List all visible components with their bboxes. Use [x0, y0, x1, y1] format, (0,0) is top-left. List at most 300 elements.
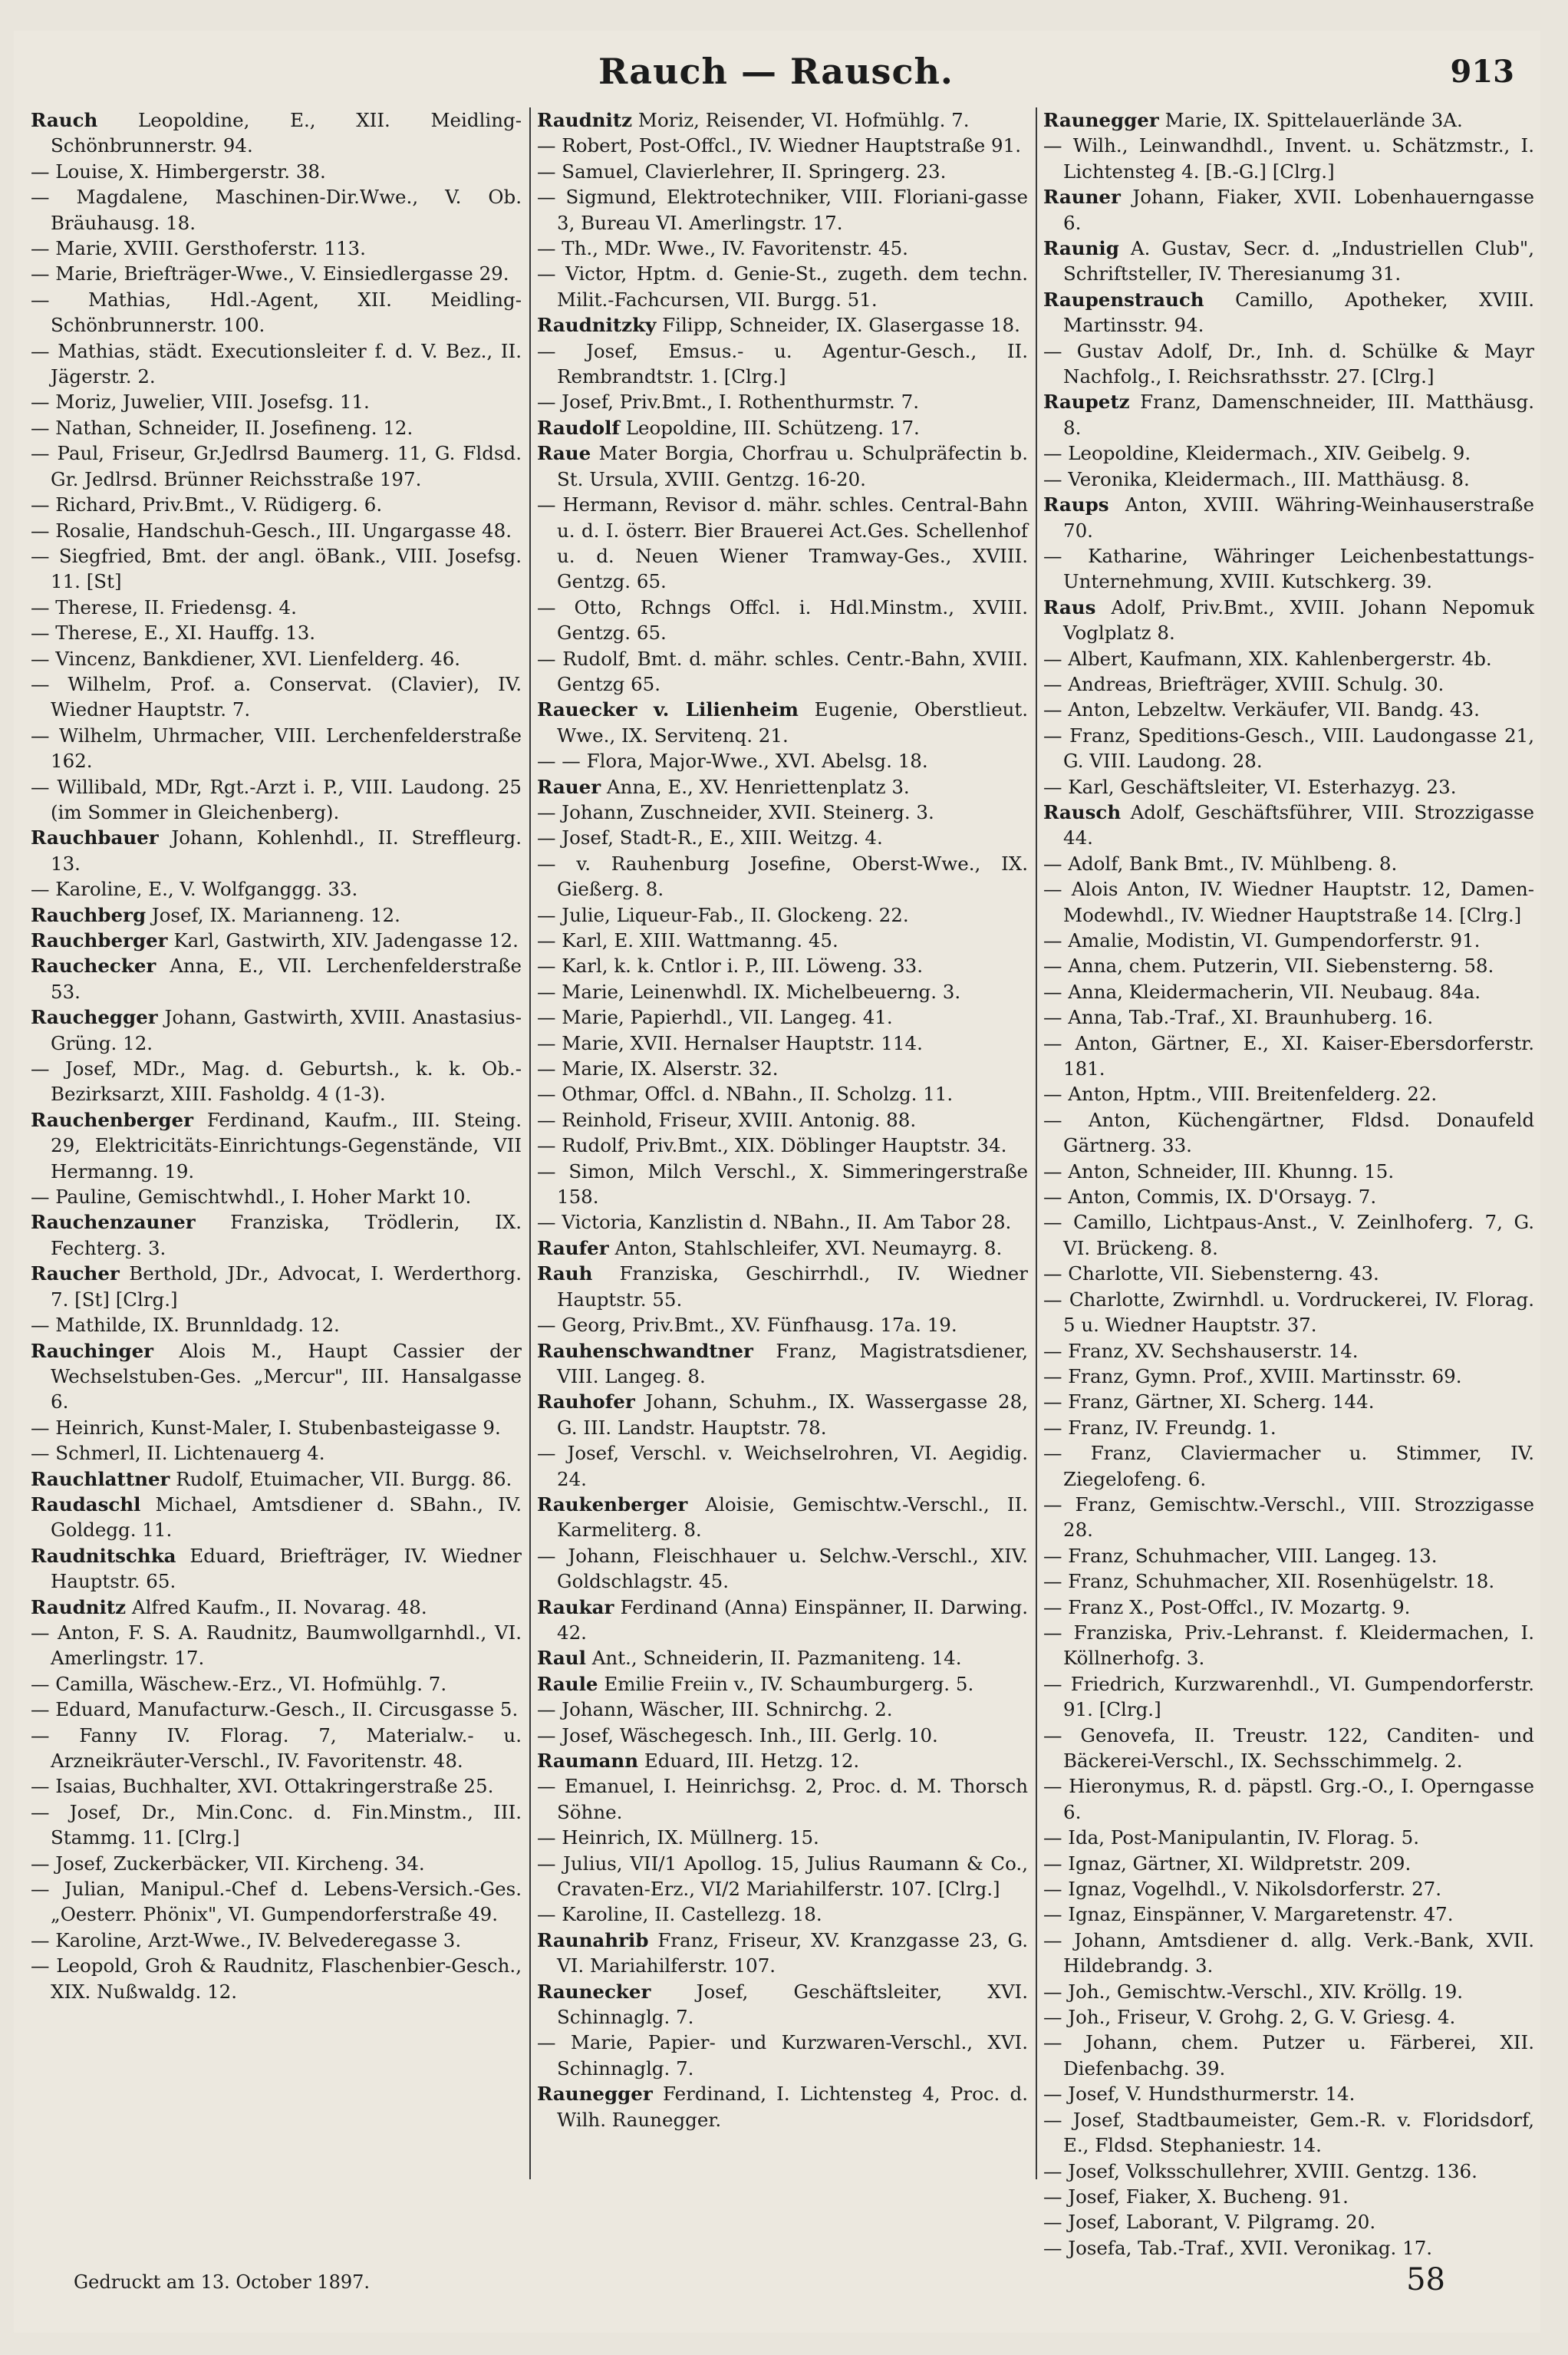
- directory-entry: [1043, 1928, 1534, 1979]
- directory-entry: [1043, 184, 1534, 236]
- entry-text: — Johann, Amtsdiener d. allg. Verk.-Bank, XVII. Hildebrandg. 3.: [1043, 1928, 1534, 1977]
- directory-entry: [1043, 1389, 1534, 1414]
- directory-entry: [537, 440, 1028, 492]
- directory-entry: [537, 1979, 1028, 2030]
- directory-entry: [537, 1338, 1028, 1390]
- directory-entry: [1043, 2107, 1534, 2159]
- entry-text: — Therese, II. Friedensg. 4.: [31, 595, 297, 618]
- entry-text: — Emanuel, I. Heinrichsg. 2, Proc. d. M. Thorsch Söhne.: [537, 1775, 1028, 1823]
- directory-columns: [31, 107, 1535, 2259]
- directory-entry: [1043, 236, 1534, 287]
- directory-entry: [537, 1209, 1028, 1235]
- entry-text: — Reinhold, Friseur, XVIII. Antonig. 88.: [537, 1108, 917, 1131]
- directory-entry: [31, 620, 522, 645]
- directory-entry: [31, 1466, 522, 1492]
- directory-entry: [537, 159, 1028, 184]
- entry-text: — Marie, XVII. Hernalser Hauptstr. 114.: [537, 1031, 923, 1054]
- entry-text: Filipp, Schneider, IX. Glasergasse 18.: [662, 314, 1020, 337]
- entry-text: Marie, IX. Spittelauerlände 3A.: [1164, 109, 1463, 131]
- entry-text: — Vincenz, Bankdiener, XVI. Lienfelderg. 46.: [31, 647, 461, 670]
- directory-entry: [1043, 595, 1534, 646]
- directory-entry: [31, 107, 522, 159]
- entry-text: Franz, Damenschneider, III. Matthäusg. 8.: [1063, 391, 1534, 439]
- entry-text: Ferdinand, Kaufm., III. Steing. 29, Elektricitäts-Einrichtungs-Gegenstände, VII Hermanng. 19.: [51, 1108, 522, 1182]
- entry-text: — Johann, Fleischhauer u. Selchw.-Verschl., XIV. Goldschlagstr. 45.: [537, 1544, 1028, 1593]
- entry-text: Aloisie, Gemischtw.-Verschl., II. Karmeliterg. 8.: [557, 1492, 1029, 1542]
- entry-text: — Franz X., Post-Offcl., IV. Mozartg. 9.: [1043, 1595, 1411, 1618]
- entry-text: — Julius, VII/1 Apollog. 15, Julius Raumann & Co., Cravaten-Erz., VI/2 Mariahilferstr. 107. [Clrg.]: [537, 1852, 1028, 1901]
- directory-entry: [1043, 1620, 1534, 1671]
- entry-text: — Fanny IV. Florag. 7, Materialw.- u. Arzneikräuter-Verschl., IV. Favoritenstr. 48.: [31, 1723, 522, 1772]
- entry-text: — Othmar, Offcl. d. NBahn., II. Scholzg. 11.: [537, 1083, 954, 1106]
- entry-text: — Otto, Rchngs Offcl. i. Hdl.Minstm., XVIII. Gentzg. 65.: [537, 595, 1028, 645]
- entry-text: — Hermann, Revisor d. mähr. schles. Central-Bahn u. d. I. österr. Bier Brauerei Act.Ges. Schellenhof u. d. Neuen Wiener Tramway-Ges., XVIII. Gentzg. 65.: [537, 493, 1028, 593]
- entry-surname: Raukar: [537, 1595, 614, 1618]
- directory-entry: [1043, 1440, 1534, 1492]
- directory-entry: [31, 876, 522, 902]
- entry-text: — Genovefa, II. Treustr. 122, Canditen- und Bäckerei-Verschl., IX. Sechsschimmelg. 2.: [1043, 1723, 1534, 1772]
- directory-entry: [1043, 671, 1534, 697]
- entry-text: — Franz, Schuhmacher, VIII. Langeg. 13.: [1043, 1544, 1438, 1567]
- directory-entry: [31, 440, 522, 492]
- entry-text: — Heinrich, Kunst-Maler, I. Stubenbasteigasse 9.: [31, 1416, 501, 1439]
- directory-entry: [1043, 2159, 1534, 2184]
- directory-entry: [31, 1773, 522, 1799]
- directory-entry: [537, 261, 1028, 312]
- directory-entry: [1043, 953, 1534, 978]
- directory-entry: [1043, 1595, 1534, 1620]
- entry-surname: Rauchlattner: [31, 1467, 170, 1490]
- entry-text: — Karoline, II. Castellezg. 18.: [537, 1903, 822, 1926]
- entry-surname: Raule: [537, 1672, 598, 1695]
- entry-text: — Andreas, Briefträger, XVIII. Schulg. 30.: [1043, 672, 1444, 695]
- entry-text: — Josef, MDr., Mag. d. Geburtsh., k. k. Ob.-Bezirksarzt, XIII. Fasholdg. 4 (1-3).: [31, 1057, 522, 1106]
- directory-entry: [537, 415, 1028, 440]
- directory-entry: [1043, 876, 1534, 928]
- print-date: Gedruckt am 13. October 1897.: [74, 2271, 371, 2293]
- entry-surname: Raukenberger: [537, 1492, 688, 1516]
- entry-surname: Rauner: [1043, 186, 1121, 209]
- entry-text: Mater Borgia, Chorfrau u. Schulpräfectin b. St. Ursula, XVIII. Gentzg. 16-20.: [557, 442, 1028, 490]
- entry-text: — Franz, Claviermacher u. Stimmer, IV. Ziegelofeng. 6.: [1043, 1442, 1534, 1490]
- directory-entry: [1043, 1979, 1534, 2004]
- directory-entry: [1043, 851, 1534, 876]
- directory-entry: [1043, 928, 1534, 953]
- directory-entry: [1043, 1107, 1534, 1159]
- entry-surname: Raudaschl: [31, 1492, 141, 1516]
- entry-surname: Rauchinger: [31, 1339, 154, 1362]
- entry-text: — Franz, Gärtner, XI. Scherg. 144.: [1043, 1390, 1375, 1413]
- entry-text: — Anna, chem. Putzerin, VII. Siebensterng. 58.: [1043, 955, 1494, 978]
- directory-entry: [31, 774, 522, 826]
- entry-surname: Rauhenschwandtner: [537, 1339, 753, 1362]
- entry-text: — Gustav Adolf, Dr., Inh. d. Schülke & Mayr Nachfolg., I. Reichsrathsstr. 27. [Clrg.]: [1043, 339, 1534, 388]
- directory-entry: [1043, 697, 1534, 722]
- entry-text: Eduard, III. Hetzg. 12.: [644, 1750, 860, 1772]
- page-number: 913: [1450, 54, 1514, 90]
- directory-entry: [1043, 1671, 1534, 1723]
- entry-text: Rudolf, Etuimacher, VII. Burgg. 86.: [176, 1467, 512, 1490]
- directory-entry: [537, 800, 1028, 825]
- entry-text: — Josef, Verschl. v. Weichselrohren, VI. Aegidig. 24.: [537, 1442, 1028, 1490]
- directory-entry: [537, 1081, 1028, 1107]
- entry-text: — Karl, E. XIII. Wattmanng. 45.: [537, 929, 838, 952]
- entry-text: — Mathias, städt. Executionsleiter f. d. V. Bez., II. Jägerstr. 2.: [31, 339, 522, 388]
- entry-text: A. Gustav, Secr. d. „Industriellen Club", Schriftsteller, IV. Theresianumg 31.: [1063, 237, 1534, 285]
- entry-text: — Johann, Zuschneider, XVII. Steinerg. 3.: [537, 800, 934, 823]
- directory-entry: [31, 261, 522, 286]
- entry-text: — Heinrich, IX. Müllnerg. 15.: [537, 1826, 819, 1849]
- entry-surname: Rauch: [31, 109, 98, 131]
- directory-entry: [1043, 2235, 1534, 2261]
- directory-entry: [1043, 440, 1534, 466]
- entry-text: — Julian, Manipul.-Chef d. Lebens-Versich.-Ges. „Oesterr. Phönix", VI. Gumpendorferstraße 49.: [31, 1878, 522, 1926]
- directory-entry: [537, 1235, 1028, 1261]
- directory-entry: [31, 159, 522, 184]
- directory-entry: [31, 1338, 522, 1415]
- entry-text: Eugenie, Oberstlieut. Wwe., IX. Servitenq. 21.: [557, 698, 1028, 747]
- directory-entry: [537, 2030, 1028, 2081]
- directory-entry: [31, 902, 522, 928]
- entry-text: — Marie, XVIII. Gersthoferstr. 113.: [31, 237, 366, 260]
- entry-text: Josef, IX. Marianneng. 12.: [151, 903, 400, 926]
- directory-entry: [1043, 287, 1534, 338]
- directory-entry: [1043, 979, 1534, 1004]
- entry-text: — Anna, Tab.-Traf., XI. Braunhuberg. 16.: [1043, 1006, 1434, 1029]
- entry-text: — Leopold, Groh & Raudnitz, Flaschenbier-Gesch., XIX. Nußwaldg. 12.: [31, 1954, 522, 2003]
- directory-entry: [537, 1671, 1028, 1697]
- directory-entry: [1043, 1261, 1534, 1286]
- entry-text: — Josef, Volksschullehrer, XVIII. Gentzg. 136.: [1043, 2159, 1477, 2182]
- entry-text: — Mathias, Hdl.-Agent, XII. Meidling-Schönbrunnerstr. 100.: [31, 288, 522, 337]
- entry-text: — Robert, Post-Offcl., IV. Wiedner Hauptstraße 91.: [537, 134, 1021, 157]
- directory-entry: [537, 1773, 1028, 1825]
- entry-surname: Raumann: [537, 1750, 639, 1772]
- entry-surname: Raups: [1043, 493, 1109, 516]
- entry-surname: Raunecker: [537, 1980, 651, 2003]
- entry-text: Adolf, Geschäftsführer, VIII. Strozzigasse 44.: [1063, 800, 1534, 849]
- directory-entry: [537, 1056, 1028, 1081]
- entry-text: — Rudolf, Bmt. d. mähr. schles. Centr.-Bahn, XVIII. Gentzg 65.: [537, 647, 1028, 695]
- directory-entry: [537, 1723, 1028, 1748]
- directory-entry: [1043, 1773, 1534, 1825]
- entry-text: — Anna, Kleidermacherin, VII. Neubaug. 84a.: [1043, 980, 1481, 1003]
- entry-text: — Josef, Emsus.- u. Agentur-Gesch., II. Rembrandtstr. 1. [Clrg.]: [537, 339, 1028, 388]
- directory-entry: [1043, 1287, 1534, 1338]
- entry-text: — Josefa, Tab.-Traf., XVII. Veronikag. 17.: [1043, 2236, 1433, 2259]
- entry-text: — Johann, chem. Putzer u. Färberei, XII. Diefenbachg. 39.: [1043, 2031, 1534, 2080]
- entry-text: — Albert, Kaufmann, XIX. Kahlenbergerstr. 4b.: [1043, 647, 1492, 670]
- directory-entry: [1043, 1492, 1534, 1543]
- entry-text: — Anton, Gärtner, E., XI. Kaiser-Ebersdorferstr. 181.: [1043, 1031, 1534, 1080]
- page-title: Rauch — Rausch.: [598, 51, 954, 92]
- entry-text: Adolf, Priv.Bmt., XVIII. Johann Nepomuk Voglplatz 8.: [1063, 595, 1534, 645]
- directory-entry: [31, 825, 522, 876]
- directory-entry: [1043, 133, 1534, 184]
- entry-surname: Raudnitschka: [31, 1544, 176, 1567]
- entry-text: — Victoria, Kanzlistin d. NBahn., II. Am Tabor 28.: [537, 1211, 1012, 1234]
- entry-text: — Ignaz, Vogelhdl., V. Nikolsdorferstr. 27.: [1043, 1878, 1442, 1901]
- entry-text: — Charlotte, Zwirnhdl. u. Vordruckerei, IV. Florag. 5 u. Wiedner Hauptstr. 37.: [1043, 1288, 1534, 1337]
- entry-text: — Pauline, Gemischtwhdl., I. Hoher Markt 10.: [31, 1186, 472, 1209]
- entry-text: Leopoldine, III. Schützeng. 17.: [625, 416, 920, 439]
- directory-entry: [1043, 1338, 1534, 1364]
- entry-text: — Josef, Wäschegesch. Inh., III. Gerlg. 10.: [537, 1723, 938, 1746]
- directory-entry: [31, 287, 522, 338]
- page-header: [0, 31, 1568, 100]
- directory-entry: [1043, 1209, 1534, 1261]
- entry-surname: Raucher: [31, 1262, 120, 1285]
- entry-text: — Schmerl, II. Lichtenauerg 4.: [31, 1442, 325, 1465]
- entry-text: — Adolf, Bank Bmt., IV. Mühlbeng. 8.: [1043, 852, 1398, 875]
- entry-text: — Richard, Priv.Bmt., V. Rüdigerg. 6.: [31, 493, 383, 516]
- column-3: [1043, 107, 1535, 2259]
- entry-text: — Marie, Briefträger-Wwe., V. Einsiedlergasse 29.: [31, 262, 509, 285]
- directory-entry: [537, 2081, 1028, 2132]
- entry-text: — Anton, F. S. A. Raudnitz, Baumwollgarnhdl., VI. Amerlingstr. 17.: [31, 1621, 522, 1670]
- entry-surname: Raudnitzky: [537, 314, 657, 337]
- directory-entry: [537, 928, 1028, 953]
- entry-surname: Rauchberger: [31, 929, 168, 952]
- directory-entry: [537, 312, 1028, 338]
- entry-text: — Katharine, Währinger Leichenbestattungs-Unternehmung, XVIII. Kutschkerg. 39.: [1043, 544, 1534, 593]
- entry-text: Anton, Stahlschleifer, XVI. Neumayrg. 8.: [614, 1236, 1003, 1259]
- entry-text: — Isaias, Buchhalter, XVI. Ottakringerstraße 25.: [31, 1775, 494, 1798]
- entry-text: — Joh., Friseur, V. Grohg. 2, G. V. Griesg. 4.: [1043, 2006, 1456, 2029]
- directory-entry: [537, 1159, 1028, 1210]
- column-2: [537, 107, 1028, 2179]
- entry-text: — Hieronymus, R. d. päpstl. Grg.-O., I. Operngasse 6.: [1043, 1775, 1534, 1823]
- directory-entry: [31, 184, 522, 236]
- entry-text: — Franziska, Priv.-Lehranst. f. Kleidermachen, I. Köllnerhofg. 3.: [1043, 1621, 1534, 1670]
- entry-surname: Rauchenzauner: [31, 1211, 196, 1234]
- directory-entry: [31, 928, 522, 953]
- directory-entry: [1043, 1004, 1534, 1030]
- directory-entry: [31, 1697, 522, 1722]
- entry-surname: Raunig: [1043, 237, 1119, 260]
- entry-surname: Rauchberg: [31, 903, 147, 926]
- entry-text: — Marie, Papier- und Kurzwaren-Verschl., XVI. Schinnaglg. 7.: [537, 2031, 1028, 2080]
- entry-text: — Samuel, Clavierlehrer, II. Springerg. 23.: [537, 160, 947, 183]
- entry-surname: Rauchegger: [31, 1006, 158, 1029]
- directory-entry: [31, 1620, 522, 1671]
- entry-surname: Raunahrib: [537, 1928, 649, 1951]
- entry-surname: Rauer: [537, 775, 601, 798]
- directory-entry: [31, 1107, 522, 1184]
- directory-entry: [537, 1851, 1028, 1902]
- entry-text: Camillo, Apotheker, XVIII. Martinsstr. 94.: [1063, 288, 1534, 337]
- entry-text: Emilie Freiin v., IV. Schaumburgerg. 5.: [604, 1672, 974, 1695]
- entry-text: — Nathan, Schneider, II. Josefineng. 12.: [31, 416, 413, 439]
- directory-entry: [537, 1492, 1028, 1543]
- entry-text: — Louise, X. Himbergerstr. 38.: [31, 160, 326, 183]
- entry-surname: Rauhofer: [537, 1390, 635, 1413]
- directory-entry: [31, 1876, 522, 1928]
- directory-entry: [31, 236, 522, 261]
- directory-entry: [537, 338, 1028, 390]
- entry-text: Franz, Magistratsdiener, VIII. Langeg. 8.: [557, 1339, 1028, 1387]
- directory-entry: [31, 338, 522, 390]
- directory-entry: [537, 1261, 1028, 1312]
- entry-text: — Victor, Hptm. d. Genie-St., zugeth. dem techn. Milit.-Fachcursen, VII. Burgg. 51.: [537, 262, 1028, 311]
- directory-entry: [1043, 1568, 1534, 1594]
- entry-text: — v. Rauhenburg Josefine, Oberst-Wwe., IX. Gießerg. 8.: [537, 852, 1028, 901]
- directory-entry: [1043, 1184, 1534, 1209]
- directory-entry: [1043, 2209, 1534, 2235]
- directory-entry: [31, 1261, 522, 1312]
- directory-entry: [537, 1748, 1028, 1773]
- entry-text: — Georg, Priv.Bmt., XV. Fünfhausg. 17a. 19.: [537, 1314, 957, 1337]
- entry-text: — Ignaz, Einspänner, V. Margaretenstr. 47.: [1043, 1903, 1454, 1926]
- directory-entry: [31, 1209, 522, 1261]
- entry-text: — Josef, Dr., Min.Conc. d. Fin.Minstm., III. Stammg. 11. [Clrg.]: [31, 1800, 522, 1849]
- directory-entry: [1043, 1851, 1534, 1876]
- entry-text: — Therese, E., XI. Hauffg. 13.: [31, 622, 316, 645]
- directory-entry: [31, 1851, 522, 1876]
- entry-text: — Wilhelm, Prof. a. Conservat. (Clavier), IV. Wiedner Hauptstr. 7.: [31, 672, 522, 721]
- directory-entry: [31, 415, 522, 440]
- directory-entry: [537, 1928, 1028, 1979]
- directory-entry: [537, 646, 1028, 698]
- entry-text: — Josef, Stadt-R., E., XIII. Weitzg. 4.: [537, 826, 883, 849]
- entry-text: — Wilhelm, Uhrmacher, VIII. Lerchenfelderstraße 162.: [31, 724, 522, 773]
- entry-text: — — Flora, Major-Wwe., XVI. Abelsg. 18.: [537, 750, 928, 773]
- entry-text: — Anton, Hptm., VIII. Breitenfelderg. 22.: [1043, 1083, 1438, 1106]
- directory-entry: [31, 1543, 522, 1595]
- entry-text: — Ignaz, Gärtner, XI. Wildpretstr. 209.: [1043, 1852, 1412, 1875]
- directory-entry: [537, 236, 1028, 261]
- directory-entry: [1043, 723, 1534, 774]
- entry-text: Berthold, JDr., Advocat, I. Werderthorg. 7. [St] [Clrg.]: [51, 1262, 522, 1311]
- directory-entry: [537, 1133, 1028, 1158]
- directory-entry: [1043, 646, 1534, 671]
- entry-text: Ferdinand, I. Lichtensteg 4, Proc. d. Wilh. Raunegger.: [557, 2083, 1028, 2131]
- directory-entry: [537, 1031, 1028, 1056]
- directory-entry: [31, 1184, 522, 1209]
- directory-entry: [537, 1389, 1028, 1440]
- directory-entry: [1043, 1825, 1534, 1850]
- directory-entry: [31, 1004, 522, 1056]
- column-1: [31, 107, 522, 2179]
- directory-entry: [1043, 800, 1534, 851]
- column-divider: [1036, 107, 1037, 2179]
- directory-entry: [537, 774, 1028, 800]
- directory-entry: [31, 646, 522, 671]
- entry-text: — Karoline, E., V. Wolfganggg. 33.: [31, 878, 358, 901]
- entry-text: — Charlotte, VII. Siebensterng. 43.: [1043, 1262, 1379, 1285]
- directory-entry: [537, 184, 1028, 236]
- entry-text: Franz, Friseur, XV. Kranzgasse 23, G. VI. Mariahilferstr. 107.: [557, 1928, 1028, 1977]
- directory-entry: [31, 1723, 522, 1774]
- directory-entry: [537, 1645, 1028, 1671]
- entry-text: — Rudolf, Priv.Bmt., XIX. Döblinger Hauptstr. 34.: [537, 1134, 1007, 1157]
- entry-text: — Johann, Wäscher, III. Schnirchg. 2.: [537, 1698, 893, 1721]
- directory-entry: [1043, 1364, 1534, 1389]
- entry-text: Josef, Geschäftsleiter, XVI. Schinnaglg. 7.: [557, 1980, 1028, 2029]
- entry-text: — Franz, Schuhmacher, XII. Rosenhügelstr. 18.: [1043, 1570, 1495, 1593]
- directory-entry: [537, 107, 1028, 133]
- entry-text: Anna, E., XV. Henriettenplatz 3.: [606, 775, 910, 798]
- directory-entry: [1043, 2030, 1534, 2081]
- entry-text: — Anton, Lebzeltw. Verkäufer, VII. Bandg. 43.: [1043, 698, 1480, 721]
- entry-text: Eduard, Briefträger, IV. Wiedner Hauptstr. 65.: [51, 1544, 522, 1593]
- entry-text: Franziska, Geschirrhdl., IV. Wiedner Hauptstr. 55.: [557, 1262, 1028, 1311]
- entry-surname: Rausch: [1043, 800, 1122, 823]
- entry-text: — Franz, IV. Freundg. 1.: [1043, 1416, 1276, 1439]
- directory-entry: [1043, 2081, 1534, 2106]
- entry-text: — Marie, Papierhdl., VII. Langeg. 41.: [537, 1006, 893, 1029]
- entry-text: — Simon, Milch Verschl., X. Simmeringerstraße 158.: [537, 1159, 1028, 1209]
- entry-text: — Franz, XV. Sechshauserstr. 14.: [1043, 1339, 1359, 1362]
- directory-entry: [1043, 1901, 1534, 1927]
- entry-surname: Rauchenberger: [31, 1108, 193, 1131]
- entry-surname: Raudolf: [537, 416, 620, 439]
- entry-text: — Josef, Fiaker, X. Bucheng. 91.: [1043, 2185, 1349, 2208]
- directory-entry: [1043, 774, 1534, 800]
- entry-text: — Karl, Geschäftsleiter, VI. Esterhazyg. 23.: [1043, 775, 1457, 798]
- entry-text: — Marie, Leinenwhdl. IX. Michelbeuerng. 3.: [537, 980, 961, 1003]
- directory-entry: [1043, 338, 1534, 390]
- entry-surname: Rauchecker: [31, 955, 156, 978]
- directory-entry: [1043, 492, 1534, 543]
- directory-entry: [537, 1440, 1028, 1492]
- directory-entry: [1043, 107, 1534, 133]
- entry-text: Anna, E., VII. Lerchenfelderstraße 53.: [51, 955, 522, 1003]
- entry-text: — Veronika, Kleidermach., III. Matthäusg. 8.: [1043, 467, 1470, 490]
- entry-text: Ferdinand (Anna) Einspänner, II. Darwing. 42.: [557, 1595, 1028, 1644]
- directory-entry: [1043, 1415, 1534, 1440]
- entry-text: — Anton, Küchengärtner, Fldsd. Donaufeld Gärtnerg. 33.: [1043, 1108, 1534, 1157]
- directory-entry: [537, 1825, 1028, 1850]
- entry-text: — Mathilde, IX. Brunnldadg. 12.: [31, 1314, 340, 1337]
- directory-entry: [31, 1595, 522, 1620]
- directory-entry: [31, 723, 522, 774]
- directory-entry: [537, 1543, 1028, 1595]
- directory-entry: [537, 902, 1028, 928]
- entry-text: — Leopoldine, Kleidermach., XIV. Geibelg. 9.: [1043, 442, 1471, 465]
- entry-text: Johann, Kohlenhdl., II. Streffleurg. 13.: [51, 826, 522, 875]
- entry-text: — Josef, Zuckerbäcker, VII. Kircheng. 34.: [31, 1852, 425, 1875]
- entry-text: — Karoline, Arzt-Wwe., IV. Belvederegasse 3.: [31, 1928, 462, 1951]
- directory-entry: [537, 1107, 1028, 1133]
- entry-text: Alfred Kaufm., II. Novarag. 48.: [131, 1595, 427, 1618]
- directory-entry: [537, 697, 1028, 748]
- entry-text: — Willibald, MDr, Rgt.-Arzt i. P., VIII. Laudong. 25 (im Sommer in Gleichenberg).: [31, 775, 522, 823]
- directory-entry: [31, 1312, 522, 1337]
- entry-text: Karl, Gastwirth, XIV. Jadengasse 12.: [173, 929, 519, 952]
- entry-text: Leopoldine, E., XII. Meidling-Schönbrunnerstr. 94.: [51, 109, 522, 157]
- entry-surname: Raupetz: [1043, 391, 1130, 414]
- directory-entry: [537, 748, 1028, 773]
- entry-text: — Th., MDr. Wwe., IV. Favoritenstr. 45.: [537, 237, 908, 260]
- entry-text: — Franz, Gymn. Prof., XVIII. Martinsstr. 69.: [1043, 1364, 1462, 1387]
- directory-entry: [537, 492, 1028, 595]
- directory-entry: [537, 133, 1028, 158]
- entry-text: — Joh., Gemischtw.-Verschl., XIV. Kröllg. 19.: [1043, 1980, 1464, 2003]
- entry-text: Johann, Fiaker, XVII. Lobenhauerngasse 6.: [1063, 186, 1534, 234]
- directory-entry: [1043, 1081, 1534, 1107]
- entry-text: — Rosalie, Handschuh-Gesch., III. Ungargasse 48.: [31, 519, 512, 542]
- entry-text: — Josef, Stadtbaumeister, Gem.-R. v. Floridsdorf, E., Fldsd. Stephaniestr. 14.: [1043, 2108, 1534, 2157]
- entry-text: — Sigmund, Elektrotechniker, VIII. Floriani-gasse 3, Bureau VI. Amerlingstr. 17.: [537, 186, 1028, 234]
- entry-surname: Raupenstrauch: [1043, 288, 1204, 311]
- directory-entry: [31, 492, 522, 517]
- entry-text: — Siegfried, Bmt. der angl. öBank., VIII. Josefsg. 11. [St]: [31, 544, 522, 593]
- directory-entry: [537, 979, 1028, 1004]
- directory-entry: [31, 1056, 522, 1107]
- entry-surname: Rauecker v. Lilienheim: [537, 698, 799, 721]
- directory-entry: [1043, 467, 1534, 492]
